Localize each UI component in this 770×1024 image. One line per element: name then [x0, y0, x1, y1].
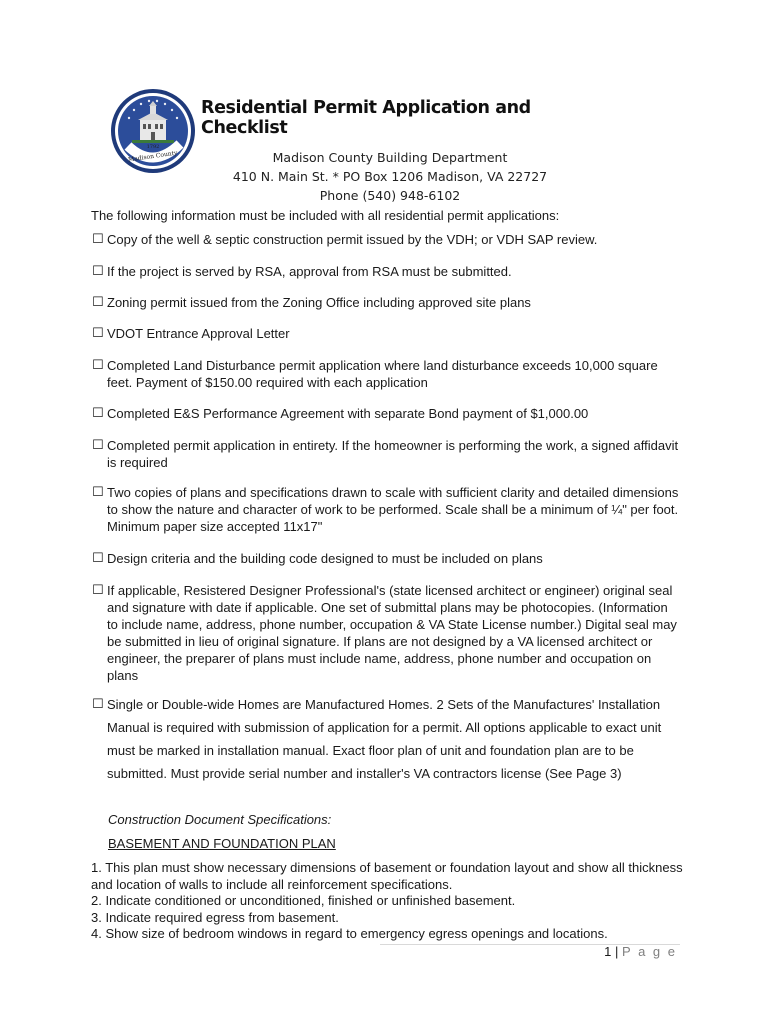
- county-seal-logo: [110, 88, 196, 174]
- checkbox-icon[interactable]: ☐: [92, 485, 104, 500]
- checklist-item[interactable]: [92, 437, 682, 471]
- list-item: 3. Indicate required egress from basement.: [91, 909, 339, 925]
- checkbox-icon[interactable]: ☐: [92, 326, 104, 341]
- section-heading: BASEMENT AND FOUNDATION PLAN: [108, 836, 336, 851]
- page-separator: |: [615, 944, 619, 959]
- checklist-item-text: Completed Land Disturbance permit application where land disturbance exceeds 10,000 square feet. Payment of $150.00 required with each application: [107, 358, 658, 390]
- spec-heading: Construction Document Specifications:: [108, 812, 332, 827]
- checklist-item-text: Single or Double-wide Homes are Manufactured Homes. 2 Sets of the Manufactures' Installation Manual is required with submission of application for a permit. All options applicable to exact unit must be marked in installation manual. Exact floor plan of unit and foundation plan are to be submitted. Must provide serial number and installer's VA contractors license (See Page 3): [107, 697, 662, 781]
- checklist-item-text: Completed permit application in entirety. If the homeowner is performing the work, a signed affidavit is required: [107, 438, 679, 470]
- checklist-item[interactable]: [92, 582, 682, 684]
- checklist-item-text: VDOT Entrance Approval Letter: [107, 326, 290, 341]
- checklist-item[interactable]: [92, 231, 682, 248]
- document-title: Residential Permit Application and Checklist: [201, 98, 531, 138]
- document-header: [200, 98, 580, 205]
- intro-text: The following information must be included with all residential permit applications:: [91, 208, 560, 223]
- checklist-item[interactable]: [92, 294, 682, 311]
- checkbox-icon[interactable]: ☐: [92, 358, 104, 373]
- checklist-item-text: Design criteria and the building code designed to must be included on plans: [107, 551, 543, 566]
- checkbox-icon[interactable]: ☐: [92, 583, 104, 598]
- svg-text:1792: 1792: [146, 144, 160, 150]
- checkbox-icon[interactable]: ☐: [92, 232, 104, 247]
- checklist-item[interactable]: [92, 325, 682, 342]
- checklist-item-text: If applicable, Resistered Designer Professional's (state licensed architect or engineer) original seal and signature with date if applicable. One set of submittal plans may be photocopies. (Information to include name, address, phone number, occupation & VA State License number.) Digital seal may be submitted in lieu of original signature. If plans are not designed by a VA licensed architect or engineer, the preparer of plans must include name, address, phone number and occupation on plans: [107, 583, 677, 683]
- page-label: P a g e: [622, 944, 677, 959]
- page-footer: [604, 944, 677, 959]
- checkbox-icon[interactable]: ☐: [92, 551, 104, 566]
- checkbox-icon[interactable]: ☐: [92, 295, 104, 310]
- checklist-item[interactable]: [92, 484, 682, 535]
- page-number: 1: [604, 944, 612, 959]
- list-item: 4. Show size of bedroom windows in regard to emergency egress openings and locations.: [91, 926, 608, 941]
- checkbox-icon[interactable]: ☐: [92, 264, 104, 279]
- checklist-item[interactable]: [92, 357, 682, 391]
- department-name: Madison County Building Department: [272, 150, 508, 165]
- checklist-item-text: Two copies of plans and specifications drawn to scale with sufficient clarity and detailed dimensions to show the nature and character of work to be performed. Scale shall be a minimum of ¼" per foot. Minimum paper size accepted 11x17": [107, 485, 679, 534]
- list-item: 2. Indicate conditioned or unconditioned, finished or unfinished basement.: [91, 893, 516, 908]
- checklist-item[interactable]: [92, 405, 682, 422]
- checklist-item-text: If the project is served by RSA, approval from RSA must be submitted.: [107, 264, 512, 279]
- checklist-item[interactable]: [92, 263, 682, 280]
- basement-list: [91, 860, 691, 943]
- checklist-item-text: Zoning permit issued from the Zoning Office including approved site plans: [107, 295, 531, 310]
- checkbox-icon[interactable]: ☐: [92, 406, 104, 421]
- department-address: 410 N. Main St. * PO Box 1206 Madison, VA 22727: [232, 169, 548, 184]
- checkbox-icon[interactable]: ☐: [92, 697, 104, 712]
- list-item: 1. This plan must show necessary dimensions of basement or foundation layout and show all thickness and location of walls to include all reinforcement specifications.: [91, 860, 683, 892]
- checklist-item-text: Completed E&S Performance Agreement with separate Bond payment of $1,000.00: [107, 406, 589, 421]
- department-phone: Phone (540) 948-6102: [319, 188, 461, 203]
- checklist-item[interactable]: [92, 550, 682, 567]
- checklist-item-text: Copy of the well & septic construction permit issued by the VDH; or VDH SAP review.: [107, 232, 598, 247]
- checklist-item[interactable]: [92, 693, 682, 785]
- svg-text:Madison County: Madison County: [127, 149, 178, 164]
- checkbox-icon[interactable]: ☐: [92, 438, 104, 453]
